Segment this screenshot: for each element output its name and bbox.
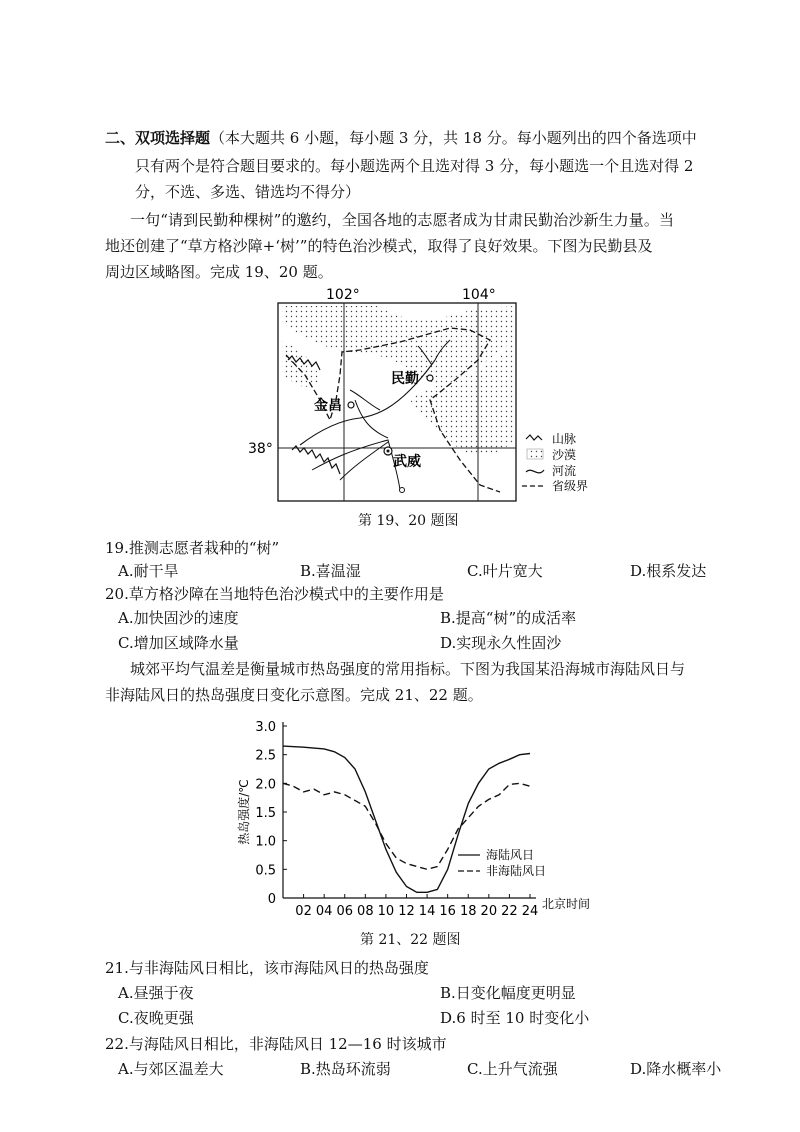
- x-tick-label: 22: [501, 904, 518, 919]
- q21-option-a: A.昼强于夜: [118, 984, 194, 1002]
- x-tick-label: 14: [418, 904, 436, 919]
- section-desc-line2: 只有两个是符合题目要求的。每小题选两个且选对得 3 分，每小题选一个且选对得 2: [135, 157, 694, 175]
- x-tick-label: 04: [315, 904, 333, 919]
- q22-option-b: B.热岛环流弱: [300, 1060, 391, 1078]
- passage2-line1: 城郊平均气温差是衡量城市热岛强度的常用指标。下图为我国某沿海城市海陆风日与: [130, 660, 686, 678]
- section-desc: （本大题共 6 小题，每小题 3 分，共 18 分。每小题列出的四个备选项中: [210, 129, 697, 147]
- passage1-line1: 一句“请到民勤种棵树”的邀约，全国各地的志愿者成为甘肃民勤治沙新生力量。当: [130, 211, 675, 229]
- x-tick-label: 16: [439, 904, 456, 919]
- city-marker-minqin: [427, 375, 433, 381]
- city-label-jinchang: 金昌: [314, 398, 342, 414]
- city-label-wuwei: 武威: [393, 454, 421, 470]
- y-tick-label: 3.0: [255, 720, 276, 735]
- q21-option-c: C.夜晚更强: [118, 1009, 194, 1027]
- passage2-line2: 非海陆风日的热岛强度日变化示意图。完成 21、22 题。: [105, 686, 483, 704]
- y-axis-title: 热岛强度/℃: [237, 779, 251, 845]
- legend-desert-label: 沙漠: [552, 448, 577, 462]
- city-marker-jinchang: [348, 402, 354, 408]
- q19-stem: 19.推测志愿者栽种的“树”: [105, 539, 280, 557]
- section-header: [105, 127, 697, 149]
- section-desc-line3: 分，不选、多选、错选均不得分）: [135, 183, 361, 201]
- legend-mountain-icon: [526, 435, 542, 440]
- x-axis-title: 北京时间: [542, 897, 591, 911]
- q22-option-a: A.与郊区温差大: [118, 1060, 224, 1078]
- y-tick-label: 0: [267, 892, 276, 907]
- q21-option-b: B.日变化幅度更明显: [440, 984, 576, 1002]
- lat-label-38: 38°: [248, 441, 273, 457]
- minqin-map: [0, 280, 800, 520]
- y-tick-label: 1.5: [255, 806, 276, 821]
- x-tick-label: 02: [295, 904, 312, 919]
- x-tick-label: 18: [459, 904, 477, 919]
- q20-option-d: D.实现永久性固沙: [440, 634, 562, 652]
- city-label-minqin: 民勤: [391, 371, 419, 387]
- q20-option-b: B.提高“树”的成活率: [440, 609, 577, 627]
- legend-river-icon: [526, 470, 544, 473]
- q19-option-d: D.根系发达: [630, 562, 707, 580]
- x-tick-label: 10: [377, 904, 395, 919]
- q21-option-d: D.6 时至 10 时变化小: [440, 1009, 590, 1027]
- section-title: 二、双项选择题: [105, 129, 211, 147]
- lon-label-104: 104°: [462, 287, 496, 303]
- q19-option-c: C.叶片宽大: [467, 562, 543, 580]
- city-marker-south: [400, 488, 405, 493]
- legend-desert-icon: [527, 449, 543, 459]
- q20-stem: 20.草方格沙障在当地特色治沙模式中的主要作用是: [105, 585, 444, 603]
- q22-option-c: C.上升气流强: [467, 1060, 558, 1078]
- heat-island-chart: [0, 710, 800, 935]
- legend-river-label: 河流: [552, 464, 577, 478]
- legend-mountain-label: 山脉: [552, 432, 577, 446]
- legend-boundary-label: 省级界: [552, 479, 589, 493]
- legend-label-0: 海陆风日: [486, 848, 535, 862]
- q19-option-a: A.耐干旱: [118, 562, 179, 580]
- q20-option-c: C.增加区域降水量: [118, 634, 239, 652]
- x-tick-label: 24: [521, 904, 539, 919]
- lon-label-102: 102°: [326, 287, 360, 303]
- q19-option-b: B.喜温湿: [300, 562, 361, 580]
- q22-stem: 22.与海陆风日相比，非海陆风日 12—16 时该城市: [105, 1035, 447, 1053]
- x-tick-label: 08: [357, 904, 374, 919]
- chart-caption: 第 21、22 题图: [360, 932, 461, 948]
- map-legend: [522, 432, 588, 493]
- map-caption: 第 19、20 题图: [358, 513, 459, 529]
- q21-stem: 21.与非海陆风日相比，该市海陆风日的热岛强度: [105, 959, 429, 977]
- x-tick-label: 12: [398, 904, 415, 919]
- passage1-line2: 地还创建了“草方格沙障+‘树’”的特色治沙模式，取得了良好效果。下图为民勤县及: [105, 237, 653, 255]
- y-tick-label: 2.5: [255, 748, 276, 764]
- x-tick-label: 20: [480, 904, 498, 919]
- y-tick-label: 1.0: [255, 834, 276, 850]
- q20-option-a: A.加快固沙的速度: [118, 609, 239, 627]
- q22-option-d: D.降水概率小: [630, 1060, 722, 1078]
- y-tick-label: 0.5: [255, 863, 276, 879]
- y-tick-label: 2.0: [255, 777, 276, 793]
- passage1-line3: 周边区域略图。完成 19、20 题。: [105, 263, 333, 281]
- x-tick-label: 06: [336, 904, 354, 919]
- legend-label-1: 非海陆风日: [486, 864, 547, 878]
